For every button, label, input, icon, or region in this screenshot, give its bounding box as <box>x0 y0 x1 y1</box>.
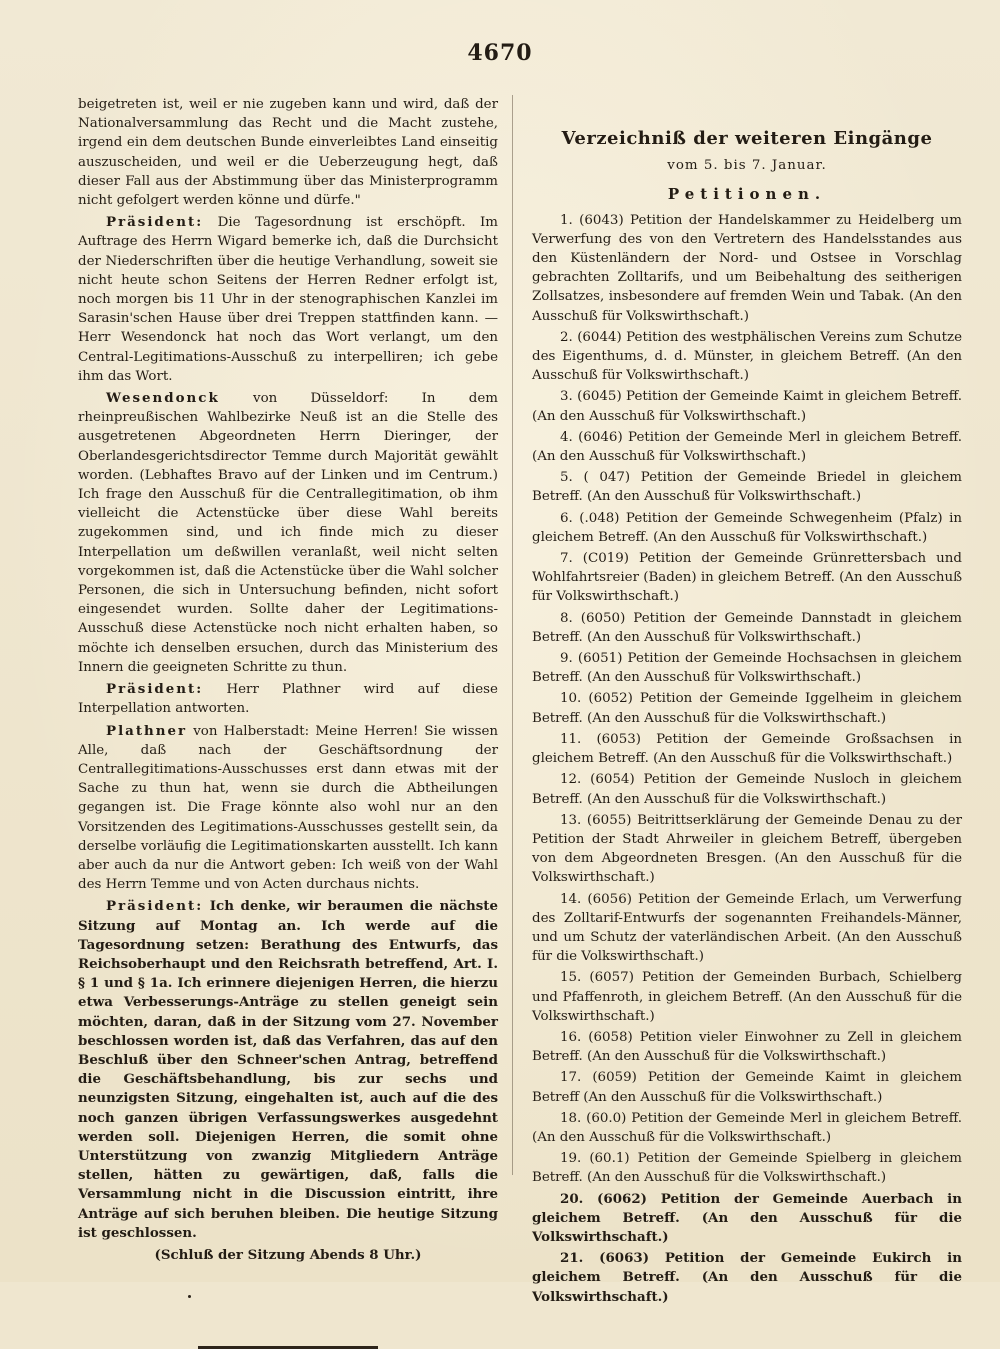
column-divider <box>512 95 513 1175</box>
petition-item: 14. (6056) Petition der Gemeinde Erlach, um Verwerfung des Zolltarif-Entwurfs der sogenannten Freihandels-Männer, und um Schutz der vaterländischen Arbeit. (An den Ausschuß für die Volkswirthschaft.) <box>532 891 962 965</box>
petition-item: 8. (6050) Petition der Gemeinde Dannstadt in gleichem Betreff. (An den Ausschuß für Volkswirthschaft.) <box>532 610 962 645</box>
petition-item: 5. ( 047) Petition der Gemeinde Briedel in gleichem Betreff. (An den Ausschuß für Volkswirthschaft.) <box>532 470 962 505</box>
speaker-name: Plathner <box>106 722 188 739</box>
speech-text: von Halberstadt: Meine Herren! Sie wissen Alle, daß nach der Geschäftsordnung der Centrallegitimations-Ausschusses erst dann etwas mit der Sache zu thun hat, wenn sie durch die Abtheilungen gegangen ist. Die Frage könnte also wohl nur an den Vorsitzenden des Legitimations-Ausschusses gestellt sein, da derselbe vorläufig die Legitimationskarten ausstellt. Ich kann aber auch da nur die Antwort geben: Ich weiß von der Wahl des Herrn Temme und von Acten durchaus nichts. <box>78 723 498 893</box>
petition-item: 17. (6059) Petition der Gemeinde Kaimt in gleichem Betreff (An den Ausschuß für die Volkswirthschaft.) <box>532 1070 962 1105</box>
petition-item: 13. (6055) Beitrittserklärung der Gemeinde Denau zu der Petition der Stadt Ahrweiler in gleichem Betreff, übergeben von dem Abgeordneten Bresgen. (An den Ausschuß für die Volkswirthschaft.) <box>532 812 962 886</box>
petition-item: 15. (6057) Petition der Gemeinden Burbach, Schielberg und Pfaffenroth, in gleichem Betreff. (An den Ausschuß für die Volkswirthschaft.) <box>532 970 962 1024</box>
petition-item: 21. (6063) Petition der Gemeinde Eukirch in gleichem Betreff. (An den Ausschuß für die Volkswirthschaft.) <box>532 1250 962 1305</box>
speech-text: Die Tagesordnung ist erschöpft. Im Auftrage des Herrn Wigard bemerke ich, daß die Durchsicht der Niederschriften über die heutige Verhandlung, soweit sie nicht heute schon Seitens der Herren Redner erfolgt ist, noch morgen bis 11 Uhr in der stenographischen Kanzlei im Sarasin'schen Hause über drei Treppen stattfinden kann. — Herr Wesendonck hat noch das Wort verlangt, um den Central-Legitimations-Ausschuß zu interpelliren; ich gebe ihm das Wort. <box>78 215 498 384</box>
paragraph-praesident-3 <box>78 897 498 1243</box>
page-number: 4670 <box>467 40 533 66</box>
petition-item: 18. (60.0) Petition der Gemeinde Merl in gleichem Betreff. (An den Ausschuß für die Volkswirthschaft.) <box>532 1110 962 1145</box>
date-range: vom 5. bis 7. Januar. <box>667 158 827 174</box>
petition-item: 16. (6058) Petition vieler Einwohner zu Zell in gleichem Betreff. (An den Ausschuß für die Volkswirthschaft.) <box>532 1029 962 1065</box>
left-column <box>78 95 498 1349</box>
right-column <box>532 95 962 1309</box>
paragraph-wesendonck <box>78 389 498 677</box>
session-closing: (Schluß der Sitzung Abends 8 Uhr.) <box>154 1246 422 1263</box>
petition-item: 2. (6044) Petition des westphälischen Vereins zum Schutze des Eigenthums, d. d. Münster, in gleichem Betreff. (An den Ausschuß für Volkswirthschaft.) <box>532 329 962 384</box>
speech-text: Herr Plathner wird auf diese Interpellation antworten. <box>78 682 498 717</box>
petition-item: 1. (6043) Petition der Handelskammer zu Heidelberg um Verwerfung des von den Vertretern des Handelsstandes aus den Küstenländern der Nord- und Ostsee in Vorschlag gebrachten Zolltarifs, und um Beibehaltung des seitherigen Zollsatzes, insbesondere auf fremden Wein und Tabak. (An den Ausschuß für Volkswirthschaft.) <box>532 212 962 324</box>
paragraph-intro: beigetreten ist, weil er nie zugeben kann und wird, daß der Nationalversammlung das Recht und die Macht zustehe, irgend ein dem deutschen Bunde einverleibtes Land einseitig auszuscheiden, und weil er die Ueberzeugung hegt, daß dieser Fall aus der Abstimmung über das Ministerprogramm nicht gefolgert werden könne und dürfe." <box>78 97 498 209</box>
petition-item: 4. (6046) Petition der Gemeinde Merl in gleichem Betreff. (An den Ausschuß für Volkswirthschaft.) <box>532 429 962 465</box>
petitions-heading: Petitionen. <box>667 185 827 204</box>
petition-item: 10. (6052) Petition der Gemeinde Iggelheim in gleichem Betreff. (An den Ausschuß für die Volkswirthschaft.) <box>532 691 962 726</box>
ink-dot <box>188 1295 191 1298</box>
petition-item: 6. (.048) Petition der Gemeinde Schwegenheim (Pfalz) in gleichem Betreff. (An den Ausschuß für Volkswirthschaft.) <box>532 510 962 545</box>
speech-text: Ich denke, wir beraumen die nächste Sitzung auf Montag an. Ich werde auf die Tagesordnung setzen: Berathung des Entwurfs, das Reichsoberhaupt und den Reichsrath betreffend, Art. I. § 1 und § 1a. Ich erinnere diejenigen Herren, die hierzu etwa Verbesserungs-Anträge zu stellen geneigt sein möchten, daran, daß in der Sitzung vom 27. November beschlossen worden ist, daß das Verfahren, das auf den Beschluß über den Schneer'schen Antrag, betreffend die Geschäftsbehandlung, bis zur sechs und neunzigsten Sitzung, eingehalten ist, auch auf die des noch ganzen übrigen Verfassungswerkes ausgedehnt werden soll. Diejenigen Herren, die somit ohne Unterstützung von zwanzig Mitgliedern Anträge stellen, hätten zu gewärtigen, daß, falls die Versammlung nicht in die Discussion eintritt, ihre Anträge auf sich beruhen bleiben. Die heutige Sitzung ist geschlossen. <box>78 898 498 1241</box>
petition-item: 7. (C019) Petition der Gemeinde Grünrettersbach und Wohlfahrtsreier (Baden) in gleichem Betreff. (An den Ausschuß für Volkswirthschaft.) <box>532 551 963 605</box>
petition-item: 3. (6045) Petition der Gemeinde Kaimt in gleichem Betreff. (An den Ausschuß für Volkswirthschaft.) <box>532 389 962 424</box>
section-title: Verzeichniß der weiteren Eingänge <box>561 128 933 149</box>
paragraph-praesident-1 <box>78 213 498 386</box>
paragraph-plathner <box>78 722 498 895</box>
petition-item: 11. (6053) Petition der Gemeinde Großsachsen in gleichem Betreff. (An den Ausschuß für die Volkswirthschaft.) <box>532 731 962 767</box>
speaker-name: Präsident: <box>106 681 204 698</box>
petition-item: 12. (6054) Petition der Gemeinde Nusloch in gleichem Betreff. (An den Ausschuß für die Volkswirthschaft.) <box>532 772 962 807</box>
petition-item: 19. (60.1) Petition der Gemeinde Spielberg in gleichem Betreff. (An den Ausschuß für die Volkswirthschaft.) <box>532 1151 962 1186</box>
speech-text: von Düsseldorf: In dem rheinpreußischen Wahlbezirke Neuß ist an die Stelle des ausgetretenen Abgeordneten Herrn Dieringer, der Oberlandesgerichtsdirector Temme durch Majorität gewählt worden. (Lebhaftes Bravo auf der Linken und im Centrum.) Ich frage den Ausschuß für die Centrallegitimation, ob ihm vielleicht die Actenstücke über diese Wahl bereits zugekommen sind, und ich finde mich zu dieser Interpellation um deßwillen veranlaßt, weil nicht selten vorgekommen ist, daß die Actenstücke über die Wahl solcher Personen, die sich in Untersuchung befinden, nicht sofort eingesendet wurden. Sollte daher der Legitimations-Ausschuß diese Actenstücke noch nicht erhalten haben, so möchte ich denselben ersuchen, durch das Ministerium des Innern die geeigneten Schritte zu thun. <box>78 391 498 675</box>
paragraph-praesident-2 <box>78 680 498 718</box>
speaker-name: Präsident: <box>106 898 204 915</box>
speaker-name: Präsident: <box>106 214 204 231</box>
petition-item: 20. (6062) Petition der Gemeinde Auerbach in gleichem Betreff. (An den Ausschuß für die Volkswirthschaft.) <box>532 1190 962 1245</box>
petition-item: 9. (6051) Petition der Gemeinde Hochsachsen in gleichem Betreff. (An den Ausschuß für Volkswirthschaft.) <box>532 651 962 686</box>
speaker-name: Wesendonck <box>106 390 220 407</box>
